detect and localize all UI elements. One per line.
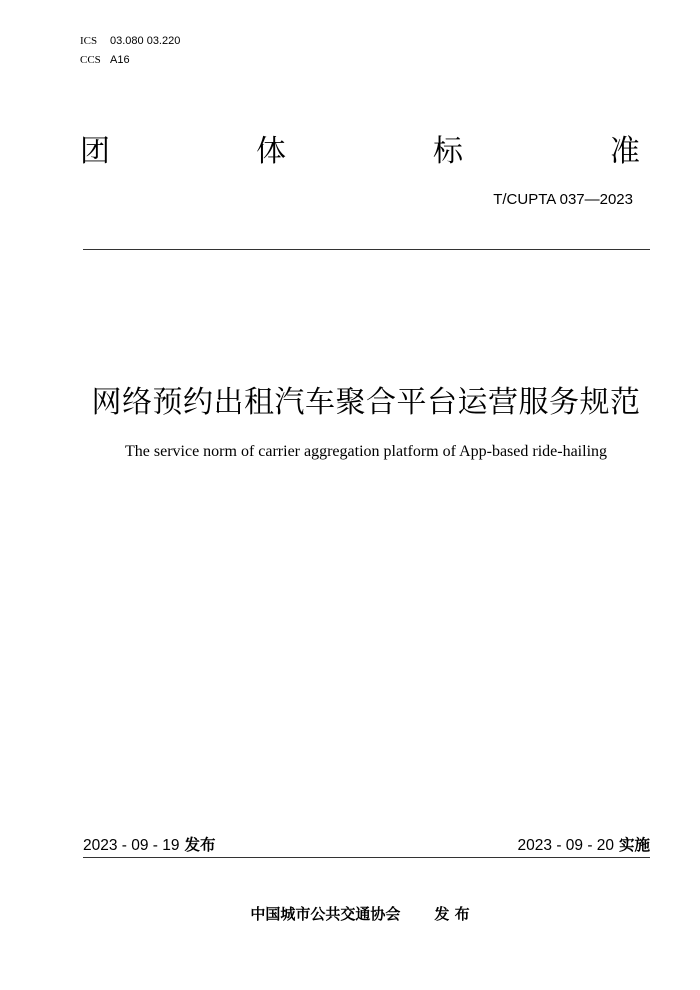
implement-date-word: 实施	[618, 836, 650, 854]
issuer-name: 中国城市公共交通协会	[250, 905, 401, 923]
publish-date-word: 发布	[184, 836, 216, 854]
standard-number: T/CUPTA 037—2023	[493, 191, 633, 208]
standard-type-char: 准	[610, 134, 640, 169]
standard-type-char: 标	[433, 134, 463, 169]
ccs-label: CCS	[80, 54, 101, 66]
ics-classification	[80, 34, 180, 48]
issuer-line	[0, 903, 700, 925]
footer-divider	[83, 857, 650, 858]
implement-date	[518, 834, 650, 857]
publish-date-value: 2023 - 09 - 19	[83, 837, 180, 854]
ccs-classification	[80, 53, 130, 67]
standard-type-char: 团	[80, 134, 110, 169]
document-title-english: The service norm of carrier aggregation platform of App-based ride-hailing	[124, 443, 608, 460]
publish-date	[83, 834, 215, 857]
implement-date-value: 2023 - 09 - 20	[517, 837, 615, 854]
issuer-action: 发 布	[434, 905, 470, 923]
document-title-chinese: 网络预约出租汽车聚合平台运营服务规范	[91, 385, 641, 420]
standard-type-char: 体	[256, 134, 286, 169]
header-divider	[83, 249, 650, 250]
ics-label: ICS	[80, 35, 98, 47]
ccs-value: A16	[110, 54, 130, 66]
ics-value: 03.080 03.220	[110, 35, 181, 47]
